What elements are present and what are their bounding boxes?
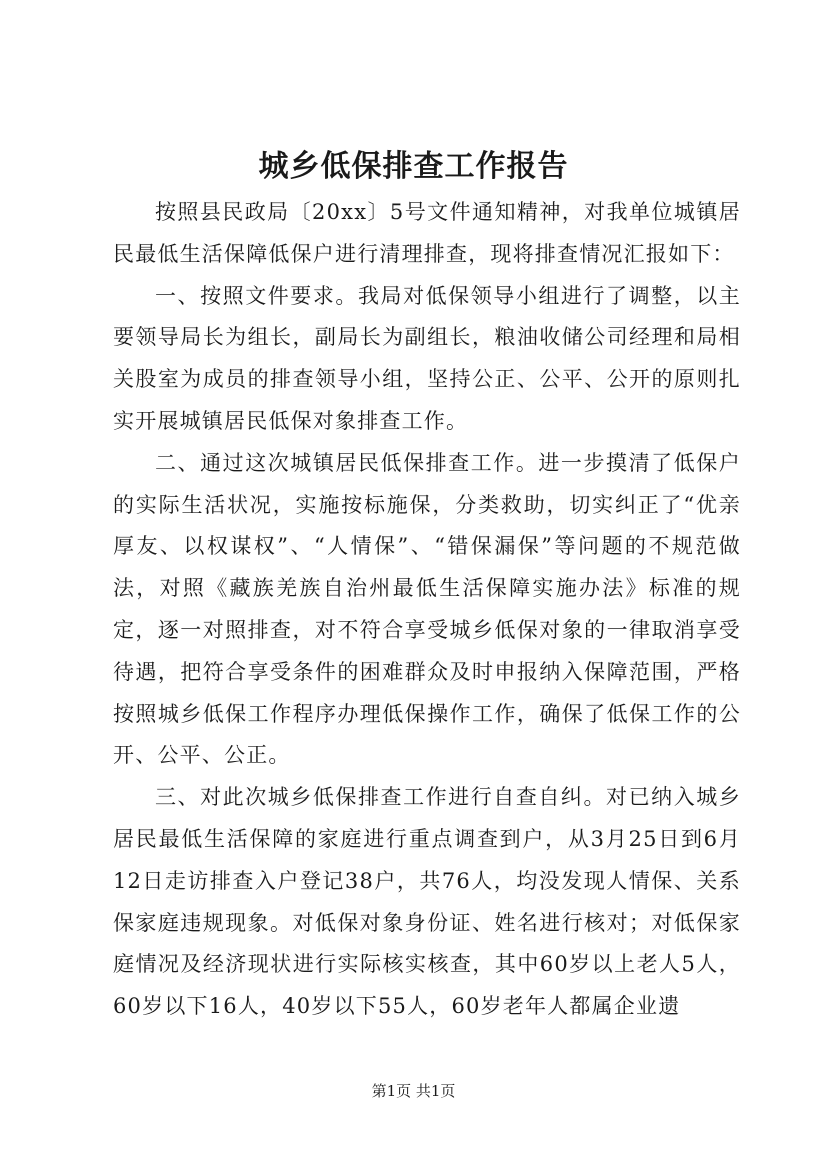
- paragraph-section-2: 二、通过这次城镇居民低保排查工作。进一步摸清了低保户的实际生活状况，实施按标施保，分类救助，切实纠正了“优亲厚友、以权谋权”、“人情保”、“错保漏保”等问题的不规范做法，对照《藏族羌族自治州最低生活保障实施办法》标准的规定，逐一对照排查，对不符合享受城乡低保对象的一律取消享受待遇，把符合享受条件的困难群众及时申报纳入保障范围，严格按照城乡低保工作程序办理低保操作工作，确保了低保工作的公开、公平、公正。: [113, 450, 741, 768]
- document-title: 城乡低保排查工作报告: [258, 149, 569, 184]
- page-footer: 第1页 共1页: [371, 1082, 456, 1100]
- paragraph-section-3: 三、对此次城乡低保排查工作进行自查自纠。对已纳入城乡居民最低生活保障的家庭进行重点调查到户，从3月25日到6月12日走访排查入户登记38户，共76人，均没发现人情保、关系保家庭违规现象。对低保对象身份证、姓名进行核对；对低保家庭情况及经济现状进行实际核实核查，其中60岁以上老人5人，60岁以下16人，40岁以下55人，60岁老年人都属企业遗: [113, 785, 741, 1019]
- paragraph-section-1: 一、按照文件要求。我局对低保领导小组进行了调整，以主要领导局长为组长，副局长为副组长，粮油收储公司经理和局相关股室为成员的排查领导小组，坚持公正、公平、公开的原则扎实开展城镇居民低保对象排查工作。: [113, 283, 741, 433]
- paragraph-intro: 按照县民政局〔20xx〕5号文件通知精神，对我单位城镇居民最低生活保障低保户进行清理排查，现将排查情况汇报如下：: [113, 200, 741, 266]
- document-body: [113, 192, 741, 1028]
